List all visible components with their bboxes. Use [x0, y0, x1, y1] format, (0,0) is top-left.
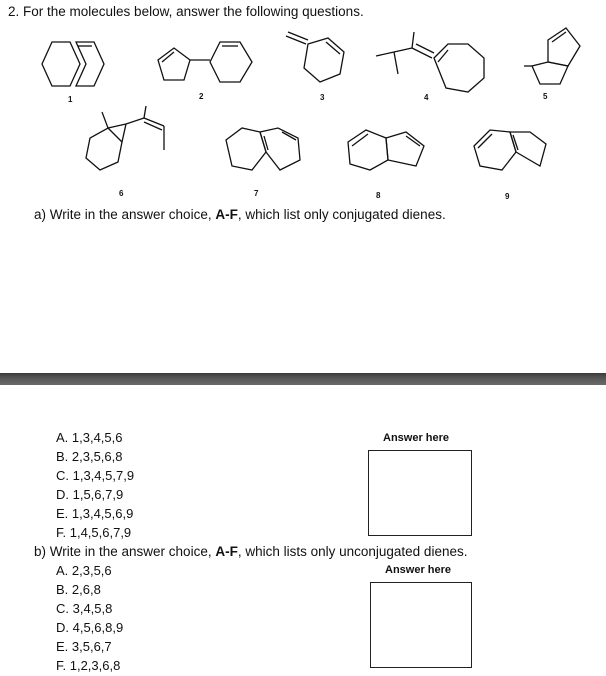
part-a-option-f: F. 1,4,5,6,7,9 — [56, 525, 132, 540]
molecule-5-structure — [518, 22, 590, 90]
part-b-option-a: A. 2,3,5,6 — [56, 563, 112, 578]
part-b-option-c: C. 3,4,5,8 — [56, 601, 113, 616]
part-b-option-b: B. 2,6,8 — [56, 582, 101, 597]
part-a-option-d: D. 1,5,6,7,9 — [56, 487, 124, 502]
molecule-9-structure — [466, 122, 562, 178]
molecule-9-number: 9 — [505, 192, 510, 201]
part-b-option-e: E. 3,5,6,7 — [56, 639, 112, 654]
part-b-answer-box[interactable] — [370, 582, 472, 668]
molecule-2-number: 2 — [199, 92, 204, 101]
molecule-8-structure — [340, 124, 436, 176]
part-a-prefix: a) Write in the answer choice, — [34, 207, 216, 222]
molecule-4-number: 4 — [424, 93, 429, 102]
molecule-6-structure — [82, 104, 182, 180]
part-a-option-a: A. 1,3,4,5,6 — [56, 430, 123, 445]
molecule-7-number: 7 — [254, 189, 259, 198]
molecule-5-number: 5 — [543, 92, 548, 101]
molecule-1-structure — [30, 38, 122, 90]
part-a-answer-box[interactable] — [368, 450, 472, 536]
part-a-prompt — [34, 207, 446, 222]
part-b-option-d: D. 4,5,6,8,9 — [56, 620, 124, 635]
molecule-2-structure — [150, 38, 270, 90]
section-divider — [0, 373, 606, 385]
molecule-1-number: 1 — [68, 95, 73, 104]
part-a-option-b: B. 2,3,5,6,8 — [56, 449, 123, 464]
part-b-bold: A-F — [215, 544, 238, 559]
part-a-suffix: , which list only conjugated dienes. — [237, 207, 446, 222]
part-a-answer-label: Answer here — [383, 432, 450, 444]
part-a-bold: A-F — [215, 207, 238, 222]
part-a-option-c: C. 1,3,4,5,7,9 — [56, 468, 135, 483]
molecule-8-number: 8 — [376, 191, 381, 200]
molecule-3-structure — [282, 30, 362, 92]
part-a-option-e: E. 1,3,4,5,6,9 — [56, 506, 134, 521]
molecule-4-structure — [372, 28, 496, 100]
molecule-3-number: 3 — [320, 93, 325, 102]
part-b-prefix: b) Write in the answer choice, — [34, 544, 216, 559]
part-b-answer-label: Answer here — [385, 564, 452, 576]
part-b-option-f: F. 1,2,3,6,8 — [56, 658, 121, 673]
part-b-prompt — [34, 544, 467, 559]
molecule-6-number: 6 — [119, 189, 124, 198]
molecule-7-structure — [218, 124, 314, 176]
question-title: 2. For the molecules below, answer the following questions. — [8, 4, 364, 19]
part-b-suffix: , which lists only unconjugated dienes. — [237, 544, 468, 559]
